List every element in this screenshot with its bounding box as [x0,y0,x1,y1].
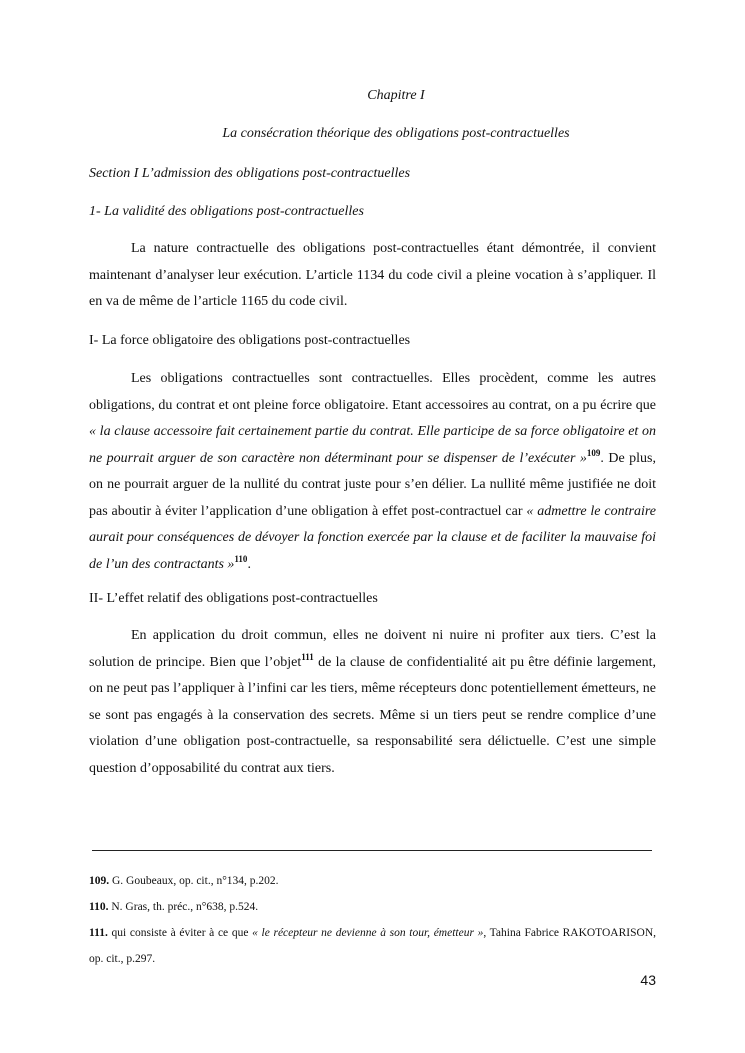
quotation: « admettre le contraire aurait pour conséquences de dévoyer la fonction exercée par la clause et de faciliter la mauvaise foi de l’un des contractants » [89,503,656,572]
footnote-109 [89,868,656,894]
footnote-ref-110: 110 [234,553,248,564]
document-page [89,0,656,1053]
heading-effet-relatif: II- L’effet relatif des obligations post-contractuelles [89,591,378,606]
text-segment: . [247,556,251,572]
text-segment: Les obligations contractuelles sont contractuelles. Elles procèdent, comme les autres obligations, du contrat et ont pleine force obligatoire. Etant accessoires au contrat, on a pu écrire que [89,371,656,413]
footnote-quotation: « le récepteur ne devienne à son tour, émetteur » [252,927,484,939]
chapter-subtitle: La consécration théorique des obligations post-contractuelles [222,126,570,141]
intro-paragraph-text: La nature contractuelle des obligations post-contractuelles étant démontrée, il convient maintenant d’analyser leur exécution. L’article 1134 du code civil a pleine vocation à s’appliquer. Il en va de même de l’article 1165 du code civil. [89,241,656,309]
text-segment: . De plus, on ne pourrait arguer de la nullité du contrat juste pour s’en délier. La nullité même justifiée ne doit pas aboutir à éviter l’application d’une obligation à effet post-contractuel car [89,450,656,519]
paragraph-effet-relatif [89,623,656,782]
intro-paragraph [89,236,656,316]
text-segment: de la clause de confidentialité ait pu être définie largement, on ne peut pas l’appliquer à l’infini car les tiers, même récepteurs donc potentiellement émetteurs, ne se sont pas engagés à la conservation des secrets. Même si un tiers peut se rendre complice d’une violation d’une obligation post-contractuelle, sa responsabilité sera délictuelle. C’est une simple question d’opposabilité du contrat aux tiers. [89,654,656,776]
footnote-separator [92,850,652,851]
quotation: « la clause accessoire fait certainement partie du contrat. Elle participe de sa force obligatoire et on ne pourrait arguer de son caractère non déterminant pour se dispenser de l’exécuter » [89,424,656,466]
subsection-title: 1- La validité des obligations post-contractuelles [89,204,364,219]
footnote-ref-111: 111 [301,651,314,662]
footnote-text: G. Goubeaux, op. cit., n°134, p.202. [109,875,279,887]
footnote-text: qui consiste à éviter à ce que [107,927,253,939]
footnote-number: 110. [89,901,109,913]
footnote-111 [89,920,656,972]
footnote-number: 109. [89,875,110,887]
footnote-text: , Tahina Fabrice RAKOTOARISON, op. cit., p.297. [89,927,656,965]
footnote-ref-109: 109 [586,447,601,458]
heading-force-obligatoire: I- La force obligatoire des obligations post-contractuelles [89,333,411,348]
page-number: 43 [640,972,656,988]
footnote-number: 111. [89,927,108,939]
chapter-title: Chapitre I [367,88,425,103]
text-segment: En application du droit commun, elles ne doivent ni nuire ni profiter aux tiers. C’est la solution de principe. Bien que l’objet [89,628,656,670]
footnote-text: N. Gras, th. préc., n°638, p.524. [108,901,259,913]
footnote-110 [89,894,656,920]
section-title: Section I L’admission des obligations post-contractuelles [89,166,411,181]
paragraph-force-obligatoire [89,366,656,578]
